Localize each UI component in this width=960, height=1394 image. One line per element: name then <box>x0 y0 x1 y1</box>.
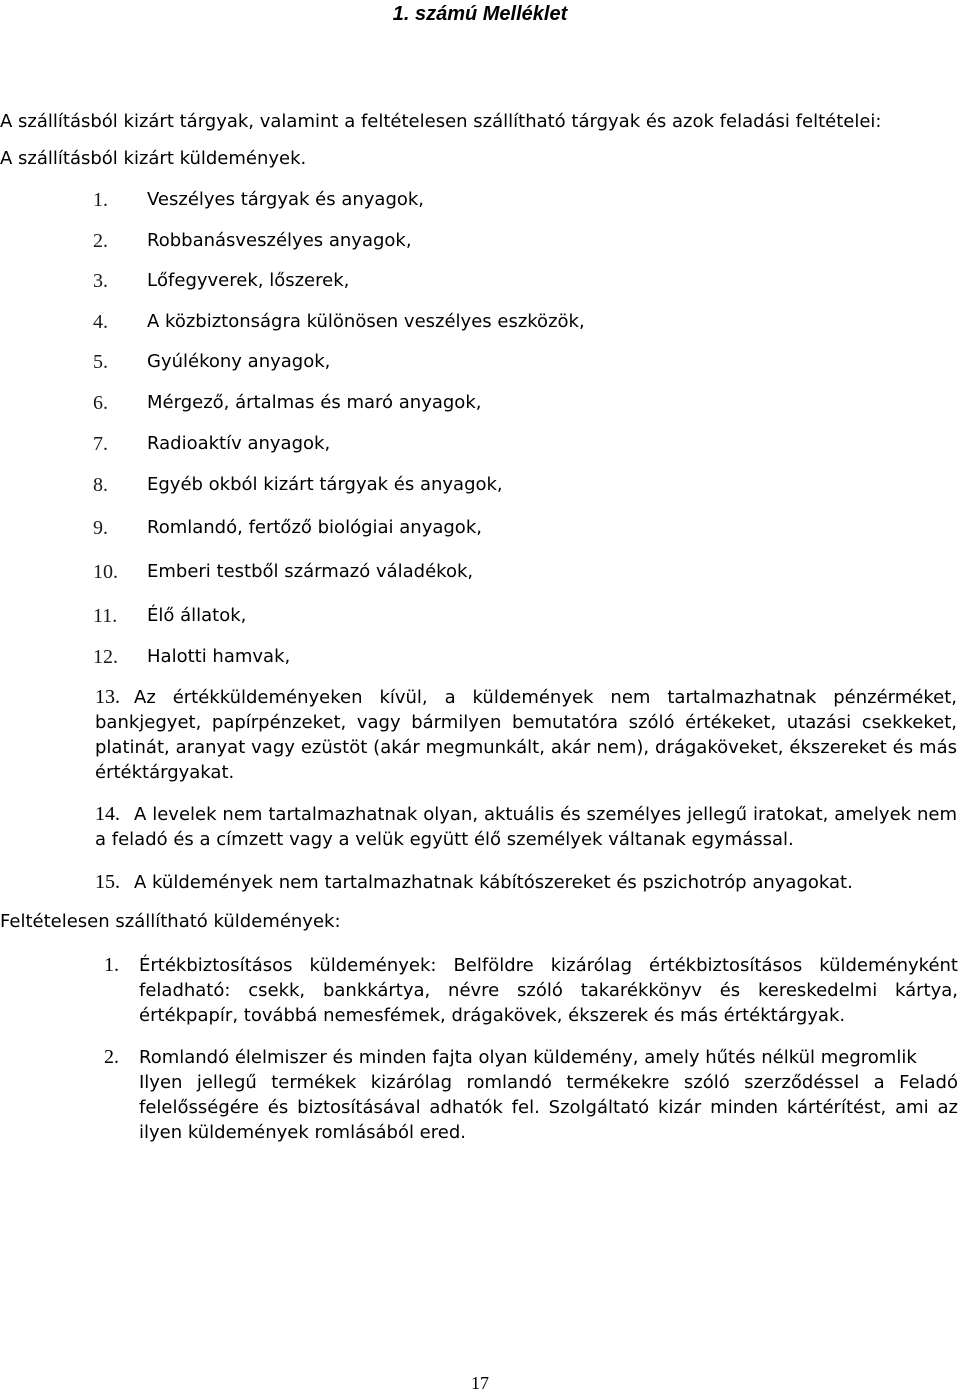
excluded-heading: A szállításból kizárt küldemények. <box>0 148 307 169</box>
list-item-number: 5. <box>93 351 108 373</box>
list-item <box>0 560 960 586</box>
list-item-number: 14. <box>95 803 120 825</box>
conditional-paragraph: Romlandó élelmiszer és minden fajta olyan küldemény, amely hűtés nélkül megromlik <box>139 1047 917 1068</box>
list-item <box>0 645 960 671</box>
list-item-text: Halotti hamvak, <box>147 646 291 667</box>
excluded-item-15 <box>95 870 957 895</box>
list-item-text: Lőfegyverek, lőszerek, <box>147 270 350 291</box>
list-item-text: A közbiztonságra különösen veszélyes eszközök, <box>147 311 585 332</box>
list-item-text: Mérgező, ártalmas és maró anyagok, <box>147 392 482 413</box>
list-item <box>0 188 960 214</box>
list-item-text: Emberi testből származó váladékok, <box>147 561 474 582</box>
list-item-text: Robbanásveszélyes anyagok, <box>147 230 412 251</box>
list-item-number: 4. <box>93 311 108 333</box>
list-item <box>0 432 960 458</box>
list-item <box>0 473 960 499</box>
page-title: 1. számú Melléklet <box>392 3 568 25</box>
list-item-text: Romlandó, fertőző biológiai anyagok, <box>147 517 482 538</box>
list-item <box>0 516 960 542</box>
list-item-number: 2. <box>104 1046 119 1068</box>
list-item <box>0 604 960 630</box>
list-item-number: 13. <box>95 686 120 708</box>
list-item-number: 1. <box>104 954 119 976</box>
list-item-number: 11. <box>93 605 118 627</box>
list-item-text: Élő állatok, <box>147 605 247 626</box>
list-item <box>0 269 960 295</box>
list-item-text: A levelek nem tartalmazhatnak olyan, aktuális és személyes jellegű iratokat, amelyek nem a feladó és a címzett vagy a velük együtt élő személyek váltanak egymással. <box>95 804 957 850</box>
list-item-number: 10. <box>93 561 118 583</box>
list-item-number: 2. <box>93 230 108 252</box>
page-number: 17 <box>471 1373 489 1393</box>
list-item-number: 6. <box>93 392 108 414</box>
list-item-number: 1. <box>93 189 108 211</box>
list-item-number: 3. <box>93 270 108 292</box>
conditional-paragraph: Ilyen jellegű termékek kizárólag romlandó termékekre szóló szerződéssel a Feladó felelősségére és biztosításával adhatók fel. Szolgáltató kizár minden kártérítést, ami az ilyen küldemények romlásából ered. <box>139 1072 958 1143</box>
list-item-number: 12. <box>93 646 118 668</box>
list-item-text: Egyéb okból kizárt tárgyak és anyagok, <box>147 474 503 495</box>
list-item <box>0 229 960 255</box>
conditional-item-text <box>139 953 958 1028</box>
intro-line: A szállításból kizárt tárgyak, valamint a feltételesen szállítható tárgyak és azok feladási feltételei: <box>0 111 882 132</box>
list-item-number: 8. <box>93 474 108 496</box>
excluded-item-13 <box>95 685 957 785</box>
list-item-text: Veszélyes tárgyak és anyagok, <box>147 189 425 210</box>
list-item-text: A küldemények nem tartalmazhatnak kábítószereket és pszichotróp anyagokat. <box>134 872 853 893</box>
list-item-text: Radioaktív anyagok, <box>147 433 331 454</box>
list-item-number: 7. <box>93 433 108 455</box>
conditional-item-text <box>139 1045 958 1145</box>
list-item-text: Az értékküldeményeken kívül, a küldemények nem tartalmazhatnak pénzérméket, bankjegyet, papírpénzeket, vagy bármilyen bemutatóra szóló értékeket, utazási csekkeket, platinát, aranyat vagy ezüstöt (akár megmunkált, akár nem), drágaköveket, ékszereket és más értéktárgyakat. <box>95 687 957 783</box>
list-item-number: 15. <box>95 871 120 893</box>
conditional-paragraph: Értékbiztosításos küldemények: Belföldre kizárólag értékbiztosításos küldeményként feladható: csekk, bankkártya, névre szóló takarékkönyv és kereskedelmi kártya, értékpapír, továbbá nemesfémek, drágakövek, ékszerek és más értéktárgyak. <box>139 955 958 1026</box>
list-item-text: Gyúlékony anyagok, <box>147 351 331 372</box>
excluded-item-14 <box>95 802 957 852</box>
list-item <box>0 391 960 417</box>
list-item <box>0 310 960 336</box>
list-item-number: 9. <box>93 517 108 539</box>
list-item <box>0 350 960 376</box>
conditional-heading: Feltételesen szállítható küldemények: <box>0 911 341 932</box>
